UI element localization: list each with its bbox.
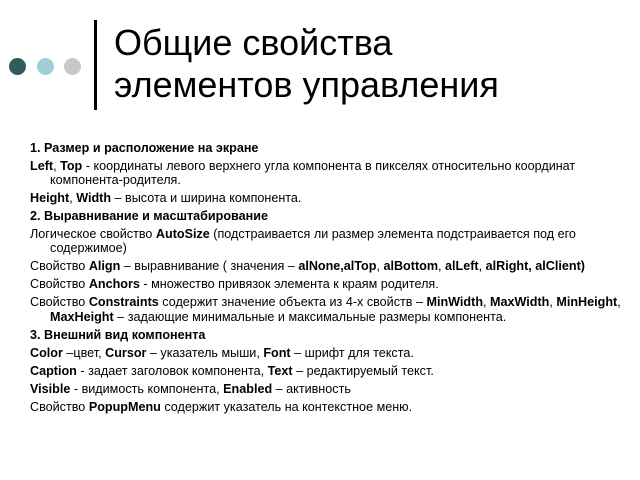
bold-term: MinWidth	[426, 295, 484, 310]
bold-term: Width	[76, 191, 112, 206]
text-run: содержит указатель на контекстное меню.	[160, 399, 413, 414]
text-run: - задает заголовок компонента,	[76, 363, 268, 378]
dot-grey	[64, 58, 81, 75]
text-run: Логическое свойство	[30, 227, 156, 242]
dot-light-teal	[37, 58, 54, 75]
body-paragraph	[30, 227, 630, 255]
text-run: Свойство	[30, 295, 89, 310]
text-run: Свойство	[30, 259, 89, 274]
text-run: Свойство	[30, 399, 89, 414]
bold-term: Align	[88, 259, 121, 274]
slide-body	[30, 141, 630, 418]
bold-term: alRight, alClient)	[485, 259, 585, 274]
body-paragraph	[30, 346, 630, 360]
slide-title-line-1: Общие свойства	[114, 22, 393, 63]
bold-term: Color	[30, 345, 63, 360]
body-paragraph	[30, 141, 630, 155]
text-run: –цвет,	[62, 345, 106, 360]
bold-term: Font	[263, 345, 291, 360]
text-run: – активность	[272, 381, 351, 396]
body-paragraph	[30, 277, 630, 291]
text-run: Свойство	[30, 277, 89, 292]
text-run: ,	[483, 295, 491, 310]
body-paragraph	[30, 209, 630, 223]
bold-term: Enabled	[223, 381, 273, 396]
body-paragraph	[30, 328, 630, 342]
bold-term: PopupMenu	[88, 399, 161, 414]
body-paragraph	[30, 295, 630, 323]
bold-term: 3. Внешний вид компонента	[30, 327, 206, 342]
body-paragraph	[30, 191, 630, 205]
bold-term: Top	[60, 159, 83, 173]
bold-term: Visible	[30, 381, 71, 396]
text-run: ,	[376, 259, 384, 274]
text-run: ,	[478, 259, 486, 274]
text-run: ,	[69, 191, 77, 206]
bold-term: Height	[30, 191, 70, 206]
bold-term: 2. Выравнивание и масштабирование	[30, 209, 268, 224]
text-run: ,	[53, 159, 61, 173]
bold-term: MaxHeight	[50, 309, 114, 324]
bold-term: MaxWidth	[490, 295, 550, 310]
body-paragraph	[30, 159, 630, 187]
body-paragraph	[30, 400, 630, 414]
bold-term: Left	[30, 159, 54, 173]
body-paragraph	[30, 382, 630, 396]
text-run: ,	[549, 295, 557, 310]
bold-term: Constraints	[88, 295, 159, 310]
bold-term: AutoSize	[155, 227, 210, 242]
bold-term: Anchors	[88, 277, 140, 292]
slide-title	[114, 22, 624, 106]
text-run: – указатель мыши,	[146, 345, 264, 360]
bold-term: MinHeight	[556, 295, 618, 310]
text-run: – выравнивание ( значения –	[120, 259, 299, 274]
bold-term: Cursor	[105, 345, 147, 360]
slide-title-line-2: элементов управления	[114, 64, 499, 105]
text-run: ,	[438, 259, 446, 274]
decorative-dots	[9, 58, 89, 76]
body-paragraph	[30, 364, 630, 378]
text-run: - координаты левого верхнего угла компонента в пикселях относительно координат компонента-родителя.	[50, 159, 576, 188]
text-run: - видимость компонента,	[70, 381, 224, 396]
body-paragraph	[30, 259, 630, 273]
bold-term: 1. Размер и расположение на экране	[30, 141, 259, 155]
bold-term: Text	[267, 363, 293, 378]
dot-dark-teal	[9, 58, 26, 75]
bold-term: alBottom	[383, 259, 439, 274]
text-run: – высота и ширина компонента.	[111, 191, 302, 206]
text-run: – шрифт для текста.	[290, 345, 414, 360]
text-run: ,	[617, 295, 621, 310]
bold-term: alNone,alTop	[298, 259, 377, 274]
text-run: - множество привязок элемента к краям родителя.	[139, 277, 439, 292]
text-run: (подстраивается ли размер элемента подстраивается под его содержимое)	[50, 227, 576, 256]
text-run: – редактируемый текст.	[292, 363, 434, 378]
text-run: содержит значение объекта из 4-х свойств –	[158, 295, 427, 310]
bold-term: alLeft	[445, 259, 479, 274]
bold-term: Caption	[30, 363, 77, 378]
title-divider	[94, 20, 97, 110]
text-run: – задающие минимальные и максимальные размеры компонента.	[113, 309, 507, 324]
